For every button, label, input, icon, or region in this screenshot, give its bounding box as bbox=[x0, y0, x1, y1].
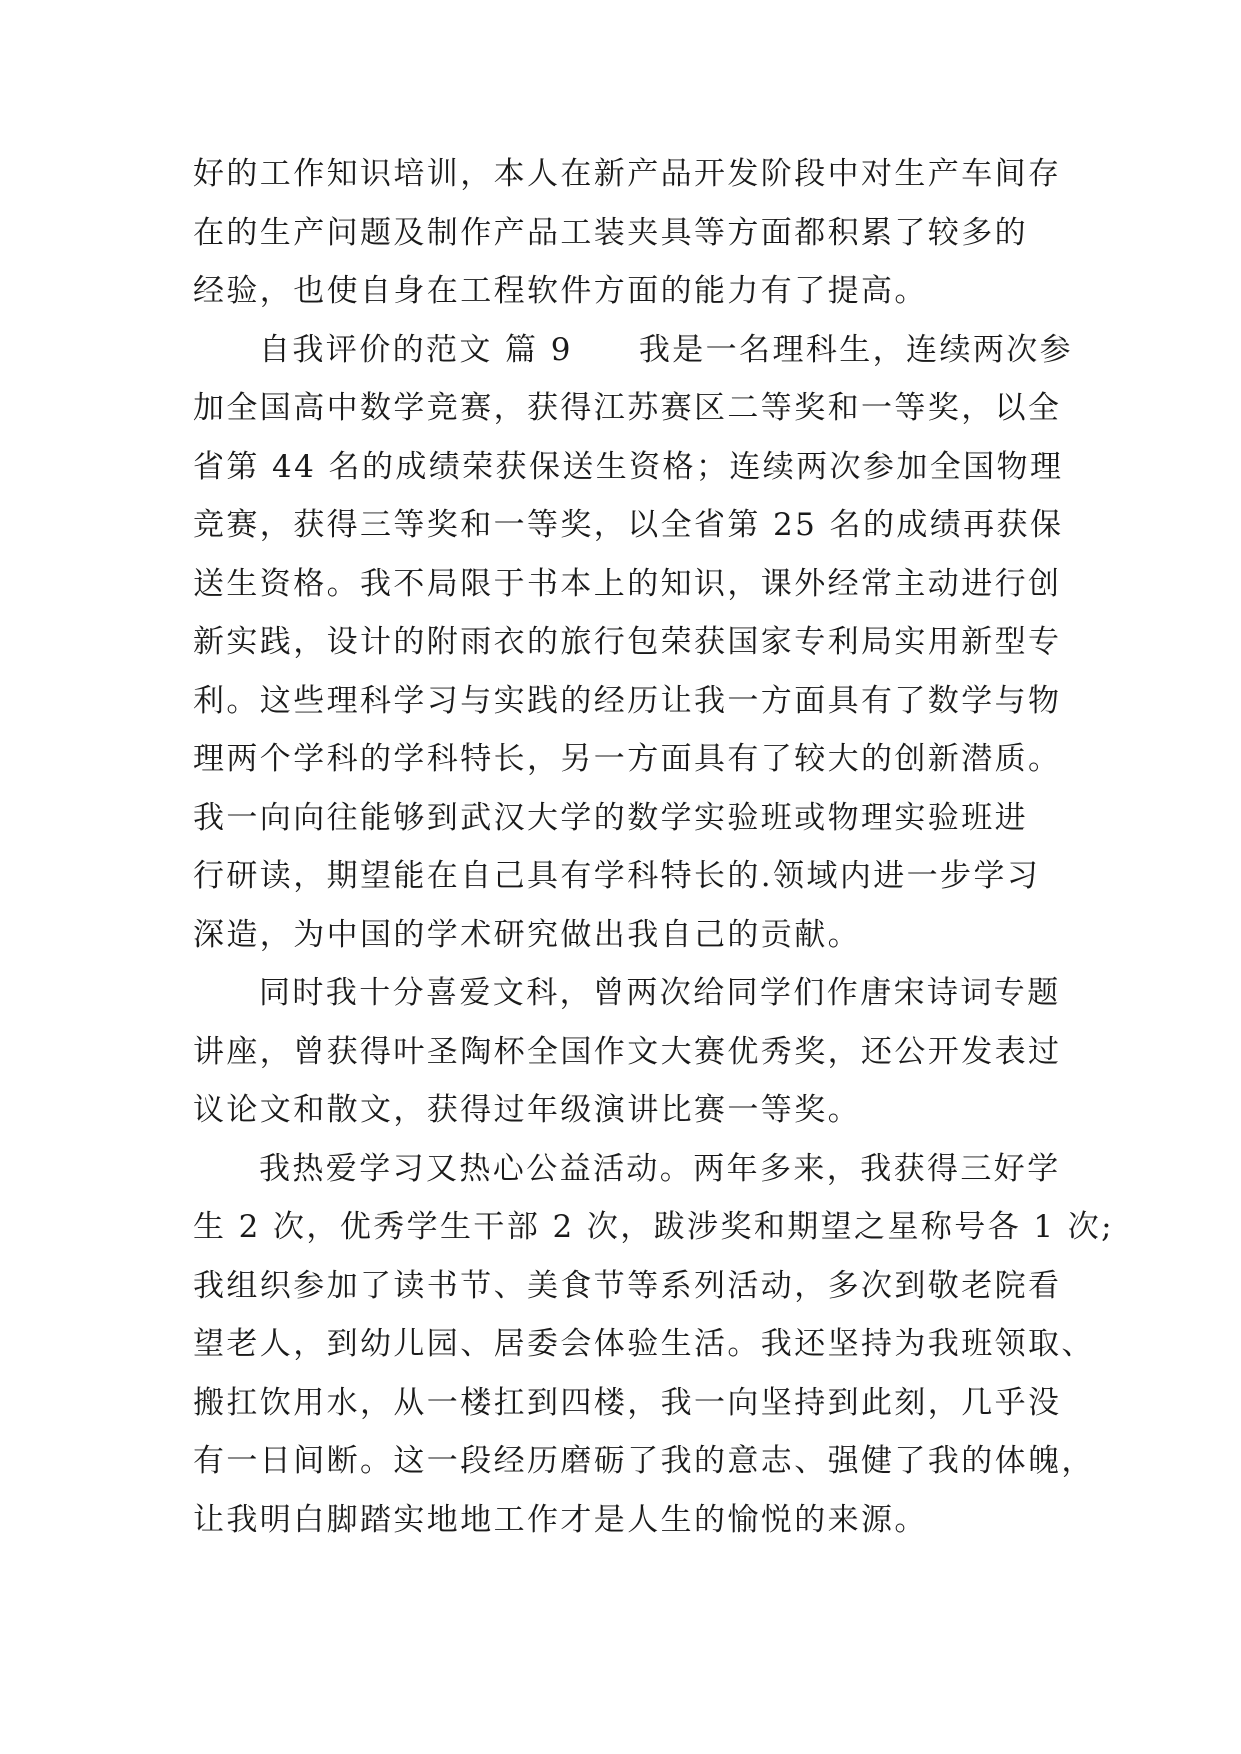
text-line: 望老人，到幼儿园、居委会体验生活。我还坚持为我班领取、 bbox=[193, 1326, 1095, 1362]
text-line: 同时我十分喜爱文科，曾两次给同学们作唐宋诗词专题 bbox=[259, 975, 1061, 1011]
paragraph bbox=[193, 973, 1063, 1130]
text-line: 省第 44 名的成绩荣获保送生资格；连续两次参加全国物理 bbox=[193, 448, 1064, 485]
text-line: 经验，也使自身在工程软件方面的能力有了提高。 bbox=[193, 273, 928, 309]
text-line: 深造，为中国的学术研究做出我自己的贡献。 bbox=[193, 916, 861, 953]
text-line: 好的工作知识培训，本人在新产品开发阶段中对生产车间存 bbox=[193, 156, 1062, 192]
text-line: 我热爱学习又热心公益活动。两年多来，我获得三好学 bbox=[259, 1150, 1061, 1187]
paragraph bbox=[193, 154, 1063, 311]
paragraph bbox=[193, 330, 1074, 955]
text-line: 新实践，设计的附雨衣的旅行包荣获国家专利局实用新型专 bbox=[193, 624, 1062, 660]
document-body bbox=[193, 154, 1114, 1558]
text-line: 送生资格。我不局限于书本上的知识，课外经常主动进行创 bbox=[193, 565, 1062, 602]
section-heading: 自我评价的范文 篇 9 bbox=[259, 331, 573, 368]
text-line: 搬扛饮用水，从一楼扛到四楼，我一向坚持到此刻，几乎没 bbox=[193, 1384, 1062, 1421]
text-line: 竞赛，获得三等奖和一等奖，以全省第 25 名的成绩再获保 bbox=[193, 507, 1064, 543]
text-line: 加全国高中数学竞赛，获得江苏赛区二等奖和一等奖，以全 bbox=[193, 390, 1062, 426]
text-line: 让我明白脚踏实地地工作才是人生的愉悦的来源。 bbox=[193, 1501, 928, 1538]
text-line: 生 2 次，优秀学生干部 2 次，跋涉奖和期望之星称号各 1 次; bbox=[193, 1209, 1114, 1245]
paragraph-start: 我是一名理科生，连续两次参 bbox=[638, 331, 1074, 368]
text-line: 我一向向往能够到武汉大学的数学实验班或物理实验班进 bbox=[193, 799, 1028, 836]
text-line: 理两个学科的学科特长，另一方面具有了较大的创新潜质。 bbox=[193, 741, 1062, 777]
text-line: 议论文和散文，获得过年级演讲比赛一等奖。 bbox=[193, 1092, 861, 1128]
text-line bbox=[193, 330, 1074, 370]
text-line: 利。这些理科学习与实践的经历让我一方面具有了数学与物 bbox=[193, 682, 1062, 719]
paragraph bbox=[193, 1149, 1114, 1540]
text-line: 有一日间断。这一段经历磨砺了我的意志、强健了我的体魄， bbox=[193, 1443, 1095, 1479]
text-line: 讲座，曾获得叶圣陶杯全国作文大赛优秀奖，还公开发表过 bbox=[193, 1033, 1062, 1070]
text-line: 行研读，期望能在自己具有学科特长的.领域内进一步学习 bbox=[193, 858, 1041, 894]
text-line: 我组织参加了读书节、美食节等系列活动，多次到敬老院看 bbox=[193, 1267, 1062, 1304]
text-line: 在的生产问题及制作产品工装夹具等方面都积累了较多的 bbox=[193, 214, 1028, 251]
